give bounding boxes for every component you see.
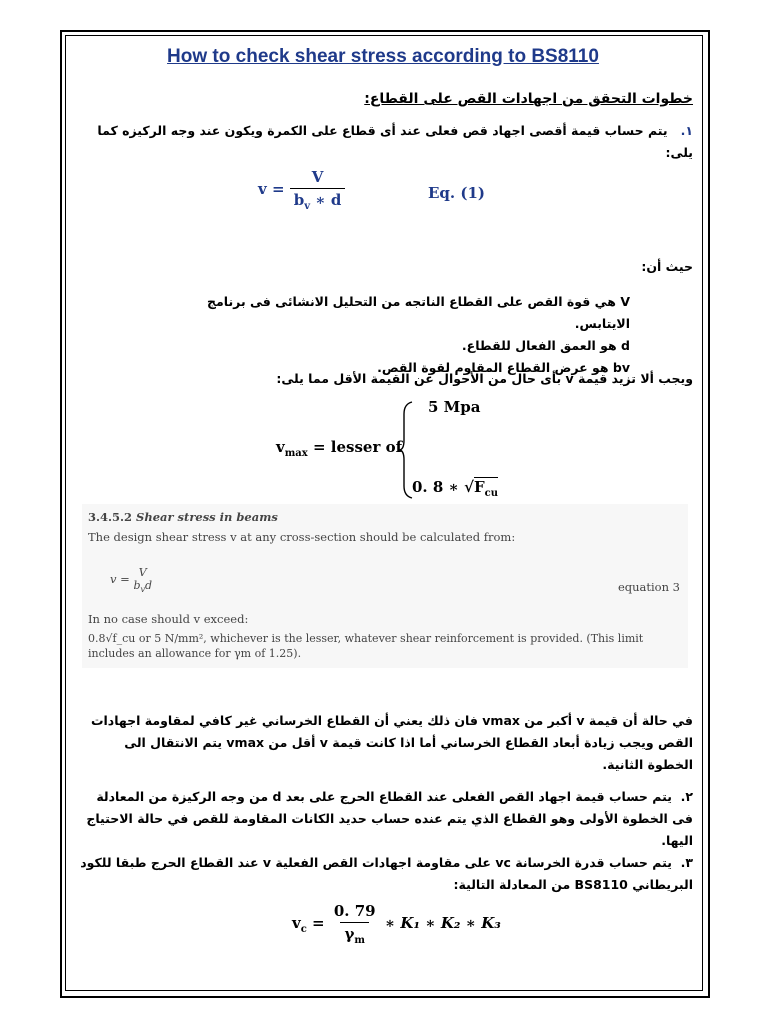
excerpt-equation: [110, 566, 152, 594]
excerpt-section-title: Shear stress in beams: [136, 510, 278, 524]
definitions-list: [150, 291, 630, 379]
definition-item: [150, 335, 630, 357]
definition-symbol: V: [620, 294, 630, 309]
page-title: How to check shear stress according to BS8110: [167, 46, 599, 67]
step-1-number: ١.: [680, 123, 693, 138]
step-3-text: يتم حساب قدرة الخرسانة vc على مقاومة اجهادات القص الفعلية v عند القطاع الحرج طبقا للكود البريطاني BS8110 من المعادلة التالية:: [80, 855, 693, 892]
vmax-option-2: [412, 478, 498, 499]
eq1-lhs: v =: [258, 180, 285, 198]
eq1-denominator: [290, 188, 346, 212]
vc-denominator: [340, 922, 369, 946]
step-3-number: ٣.: [680, 855, 693, 870]
step-3: [76, 852, 693, 896]
vc-numerator: 0. 79: [333, 902, 376, 920]
vc-equation: [292, 902, 501, 946]
vmax-v: v: [276, 438, 285, 456]
eq1-label: Eq. (1): [428, 184, 485, 202]
excerpt-eq-lhs: v =: [110, 572, 130, 587]
eq1-numerator: V: [311, 168, 324, 186]
vc-sub: c: [300, 924, 307, 935]
vmax-sub: max: [284, 448, 308, 459]
excerpt-heading: [88, 510, 278, 524]
step-2: [76, 786, 693, 852]
vc-v: v: [292, 914, 301, 932]
vc-rhs: ∗ K₁ ∗ K₂ ∗ K₃: [384, 914, 501, 932]
excerpt-eq-den-rest: d: [145, 579, 153, 592]
vmax-opt2-prefix: 0. 8 ∗ √: [412, 478, 474, 496]
vmax-lhs: [276, 438, 402, 459]
definition-symbol: bv: [612, 360, 630, 375]
definition-text: هي قوة القص على القطاع الناتجه من التحليل الانشائى فى برنامج الايتابس.: [207, 294, 630, 331]
vmax-paragraph: في حالة أن قيمة v أكبر من vmax فان ذلك يعني أن القطاع الخرساني غير كافي لمقاومة اجهادات القص ويجب زيادة أبعاد القطاع الخرساني أما اذا كانت قيمة v أقل من vmax يتم الانتقال الى الخطوة الثانية.: [90, 713, 693, 772]
excerpt-eq-num: V: [138, 566, 147, 579]
excerpt-eq-den-b: b: [133, 579, 141, 592]
excerpt-section-number: 3.4.5.2: [88, 510, 133, 524]
definition-text: هو عرض القطاع المقاوم لقوة القص.: [377, 360, 609, 375]
definition-symbol: d: [621, 338, 630, 353]
eq1-fraction: [290, 168, 346, 212]
section-heading: خطوات التحقق من اجهادات القص على القطاع:: [364, 91, 693, 107]
eq1-den-rest: ∗ d: [310, 191, 342, 209]
definition-item: [150, 291, 630, 335]
excerpt-eq-label: equation 3: [617, 580, 680, 594]
excerpt-line-4: includes an allowance for γm of 1.25).: [88, 647, 302, 660]
excerpt-eq-den-sub: v: [140, 585, 146, 595]
excerpt-eq-fraction: [133, 566, 152, 594]
excerpt-line-3: 0.8√f_cu or 5 N/mm², whichever is the lesser, whatever shear reinforcement is provided. (This limit: [88, 632, 644, 645]
vc-eq-sign: =: [306, 914, 325, 932]
eq1-den-sub: v: [304, 201, 311, 212]
eq1-den-b: b: [293, 191, 305, 209]
bs8110-code-excerpt: [82, 504, 688, 668]
vmax-opt2-F: F: [474, 478, 485, 496]
vc-den-gamma: γ: [344, 925, 355, 943]
vc-den-sub: m: [354, 935, 365, 946]
vmax-intro: ويجب ألا تزيد قيمة v بأى حال من الأحوال عن القيمة الأقل مما يلى:: [276, 371, 693, 386]
step-2-number: ٢.: [680, 789, 693, 804]
step-1-text: يتم حساب قيمة أقصى اجهاد قص فعلى عند أى قطاع على الكمرة ويكون عند وجه الركيزه كما يلى:: [97, 123, 693, 160]
step-2-text: يتم حساب قيمة اجهاد القص الفعلى عند القطاع الحرج على بعد d من وجه الركيزة من المعادلة فى الخطوة الأولى وهو القطاع الذي يتم عنده حساب حديد الكانات المقاومة للقص في حالة الاحتياج اليها.: [86, 789, 693, 848]
definition-text: هو العمق الفعال للقطاع.: [461, 338, 617, 353]
excerpt-line-1: The design shear stress v at any cross-section should be calculated from:: [88, 530, 516, 544]
where-label: حيث أن:: [641, 259, 693, 274]
vmax-option-1: 5 Mpa: [428, 398, 481, 416]
excerpt-eq-den: [133, 579, 152, 594]
equation-1: [258, 168, 345, 212]
vmax-opt2-sub: cu: [484, 488, 499, 499]
excerpt-line-2: In no case should v exceed:: [88, 612, 249, 626]
vc-fraction: [330, 902, 380, 946]
step-1: [90, 120, 693, 164]
vmax-rest: = lesser of: [307, 438, 403, 456]
